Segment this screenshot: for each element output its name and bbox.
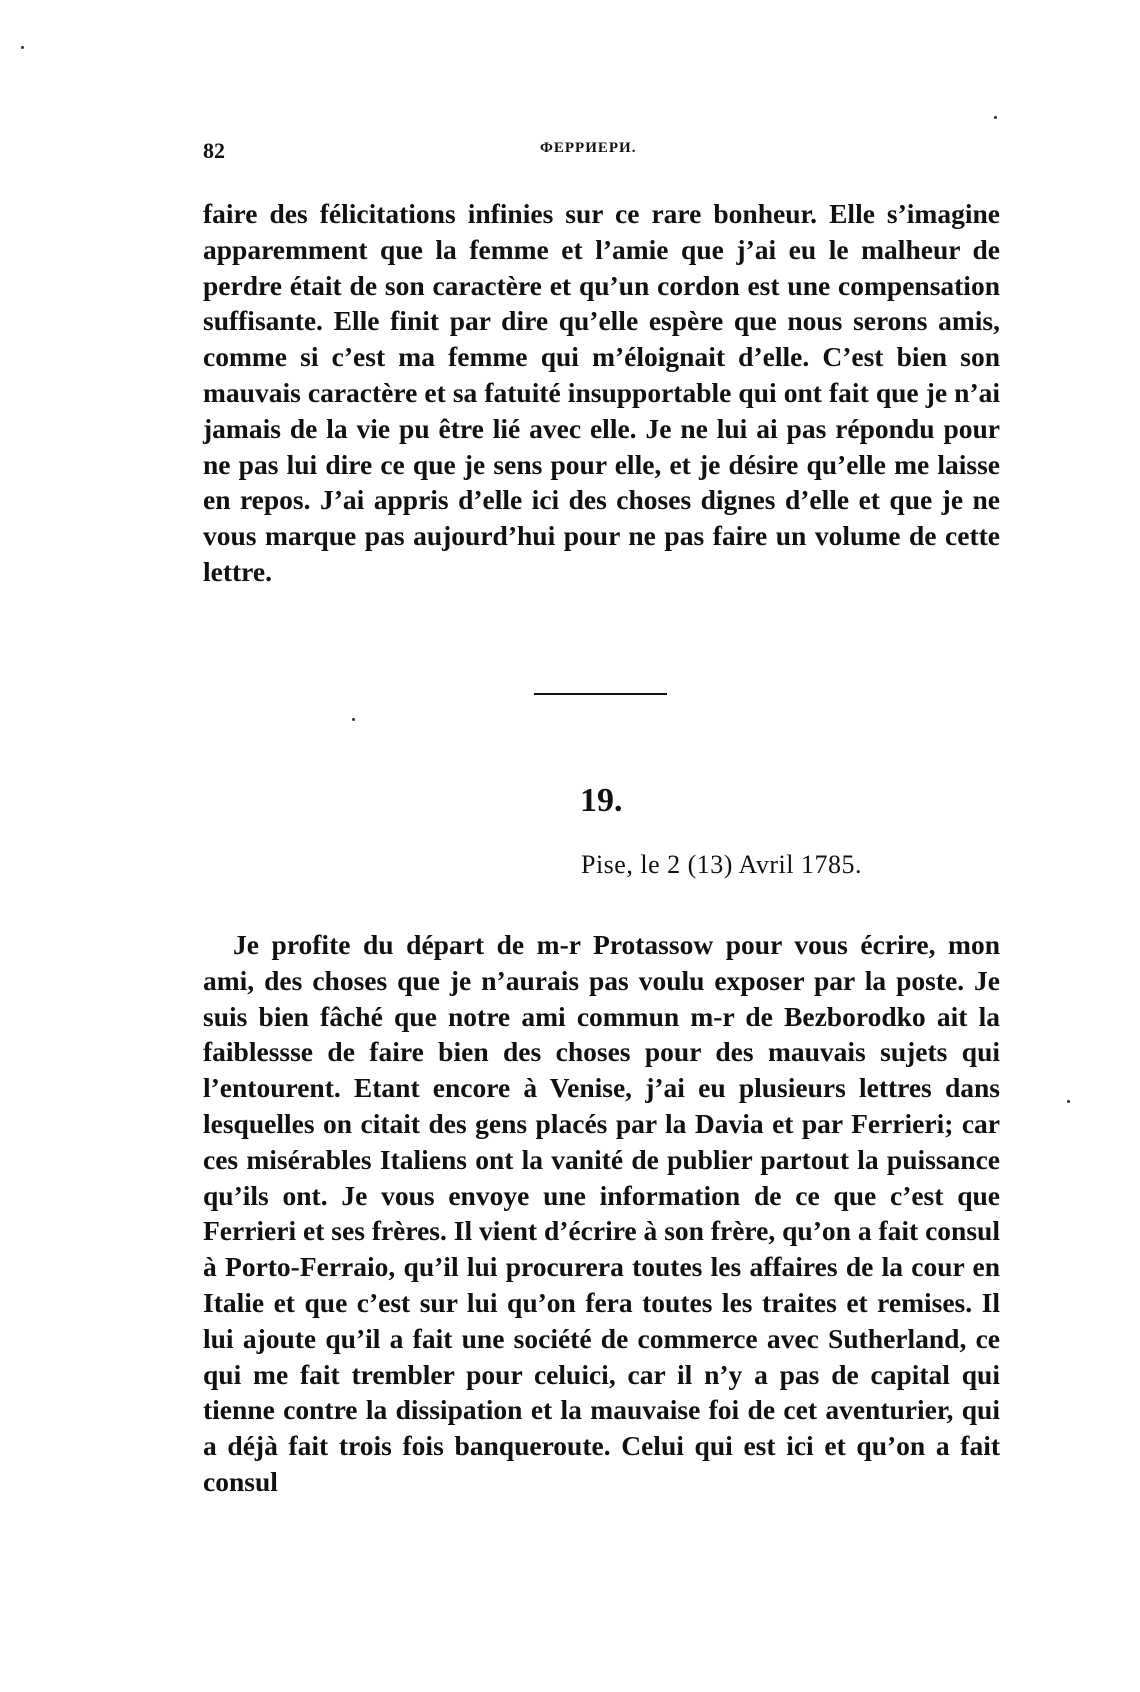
paper-speck bbox=[994, 116, 997, 119]
paper-speck bbox=[1067, 1100, 1070, 1103]
letter-dateline: Pise, le 2 (13) Avril 1785. bbox=[581, 850, 862, 879]
running-title: ФЕРРИЕРИ. bbox=[540, 140, 637, 156]
paper-speck bbox=[21, 46, 24, 49]
paper-speck bbox=[352, 718, 355, 721]
running-head bbox=[203, 138, 1003, 168]
body-paragraph: faire des félicitations infinies sur ce rare bonheur. Elle s’imagine apparemment que la femme et l’amie que j’ai eu le malheur de perdre était de son caractère et qu’un cordon est une compensation suffisante. Elle finit par dire qu’elle espère que nous serons amis, comme si c’est ma femme qui m’éloignait d’elle. C’est bien son mauvais caractère et sa fatuité insupportable qui ont fait que je n’ai jamais de la vie pu être lié avec elle. Je ne lui ai pas répondu pour ne pas lui dire ce que je sens pour elle, et je désire qu’elle me laisse en repos. J’ai appris d’elle ici des choses dignes d’elle et que je ne vous marque pas aujourd’hui pour ne pas faire un volume de cette lettre. bbox=[203, 198, 1000, 587]
page-number: 82 bbox=[203, 138, 225, 163]
section-divider bbox=[534, 693, 667, 695]
letter-body: Je profite du départ de m-r Protassow pour vous écrire, mon ami, des choses que je n’aurais pas voulu exposer par la poste. Je suis bien fâché que notre ami commun m-r de Bezborodko ait la faiblessse de faire bien des choses pour des mauvais sujets qui l’entourent. Etant encore à Venise, j’ai eu plusieurs lettres dans lesquelles on citait des gens placés par la Davia et par Ferrieri; car ces misérables Italiens ont la vanité de publier partout la puissance qu’ils ont. Je vous envoye une information de ce que c’est que Ferrieri et ses frères. Il vient d’écrire à son frère, qu’on a fait consul à Porto-Ferraio, qu’il lui procurera toutes les affaires de la cour en Italie et que c’est sur lui qu’on fera toutes les traites et remises. Il lui ajoute qu’il a fait une société de commerce avec Sutherland, ce qui me fait trembler pour celuici, car il n’y a pas de capital qui tienne contre la dissipation et la mauvaise foi de cet aventurier, qui a déjà fait trois fois banqueroute. Celui qui est ici et qu’on a fait consul bbox=[203, 929, 1000, 1497]
section-number: 19. bbox=[580, 782, 623, 819]
